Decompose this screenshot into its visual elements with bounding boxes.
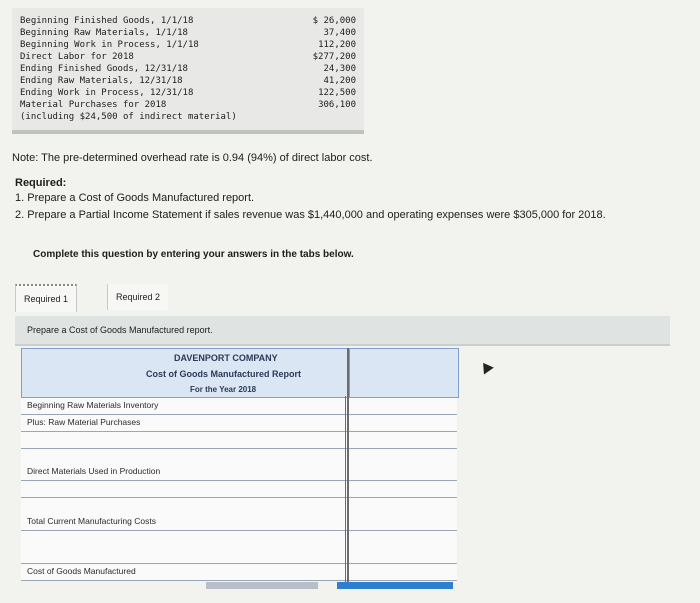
required-line-2-text: 2. Prepare a Partial Income Statement if sales revenue was $1,440,000 and operating expenses were $305,000 for 2018. [15,209,606,221]
data-value: 41,200 [323,76,356,86]
company-name: DAVENPORT COMPANY [174,353,278,363]
amount-column [347,348,457,583]
data-value: 306,100 [318,100,356,110]
data-value: 24,300 [323,64,356,74]
row-label: Cost of Goods Manufactured [27,566,136,576]
row-label: Direct Materials Used in Production [27,466,161,476]
required-line-2 [15,209,606,221]
instruction-text: Complete this question by entering your answers in the tabs below. [33,249,354,260]
data-row [20,28,356,39]
row-label: Beginning Raw Materials Inventory [27,400,159,410]
data-label: Beginning Work in Process, 1/1/18 [20,40,199,50]
prompt-box [15,316,670,346]
data-label: Ending Finished Goods, 12/31/18 [20,64,188,74]
data-row [20,16,356,27]
tab-required-1[interactable]: Required 1 [15,284,77,312]
data-value: $277,200 [312,52,356,62]
report-title: Cost of Goods Manufactured Report [146,369,301,379]
amount-header [349,348,459,398]
data-label: (including $24,500 of indirect material) [20,112,237,122]
amount-cell[interactable] [349,547,457,564]
row-label: Total Current Manufacturing Costs [27,516,156,526]
amount-cell[interactable] [349,498,457,515]
amount-cell[interactable] [349,514,457,531]
data-label: Direct Labor for 2018 [20,52,134,62]
data-row [20,64,356,75]
data-row [20,112,356,123]
column-divider [345,396,346,583]
required-line-1: 1. Prepare a Cost of Goods Manufactured report. [15,192,255,204]
amount-cell[interactable] [349,415,457,432]
next-button[interactable] [337,582,453,589]
report-period: For the Year 2018 [190,385,257,394]
amount-cell[interactable] [349,531,457,548]
tabs-bar [15,284,175,312]
prompt-text: Prepare a Cost of Goods Manufactured report. [27,325,213,335]
data-row [20,76,356,87]
data-value: 122,500 [318,88,356,98]
required-heading: Required: [15,177,67,189]
amount-cell[interactable] [349,398,457,415]
prev-button[interactable] [206,582,318,589]
amount-cell[interactable] [349,464,457,481]
row-label: Plus: Raw Material Purchases [27,417,141,427]
data-value: 112,200 [318,40,356,50]
data-label: Material Purchases for 2018 [20,100,167,110]
data-value: $ 26,000 [312,16,356,26]
data-label: Beginning Raw Materials, 1/1/18 [20,28,188,38]
amount-cell[interactable] [349,564,457,581]
amount-cell[interactable] [349,481,457,498]
data-label: Ending Raw Materials, 12/31/18 [20,76,183,86]
data-value: 37,400 [323,28,356,38]
data-row [20,40,356,51]
data-label: Ending Work in Process, 12/31/18 [20,88,194,98]
given-data-box [12,8,364,134]
data-row [20,88,356,99]
data-row [20,52,356,63]
overhead-note: Note: The pre-determined overhead rate is 0.94 (94%) of direct labor cost. [12,152,373,164]
data-row [20,100,356,111]
mouse-cursor-icon [478,359,494,374]
data-label: Beginning Finished Goods, 1/1/18 [20,16,194,26]
tab-required-2[interactable]: Required 2 [107,284,168,310]
amount-cell[interactable] [349,432,457,449]
